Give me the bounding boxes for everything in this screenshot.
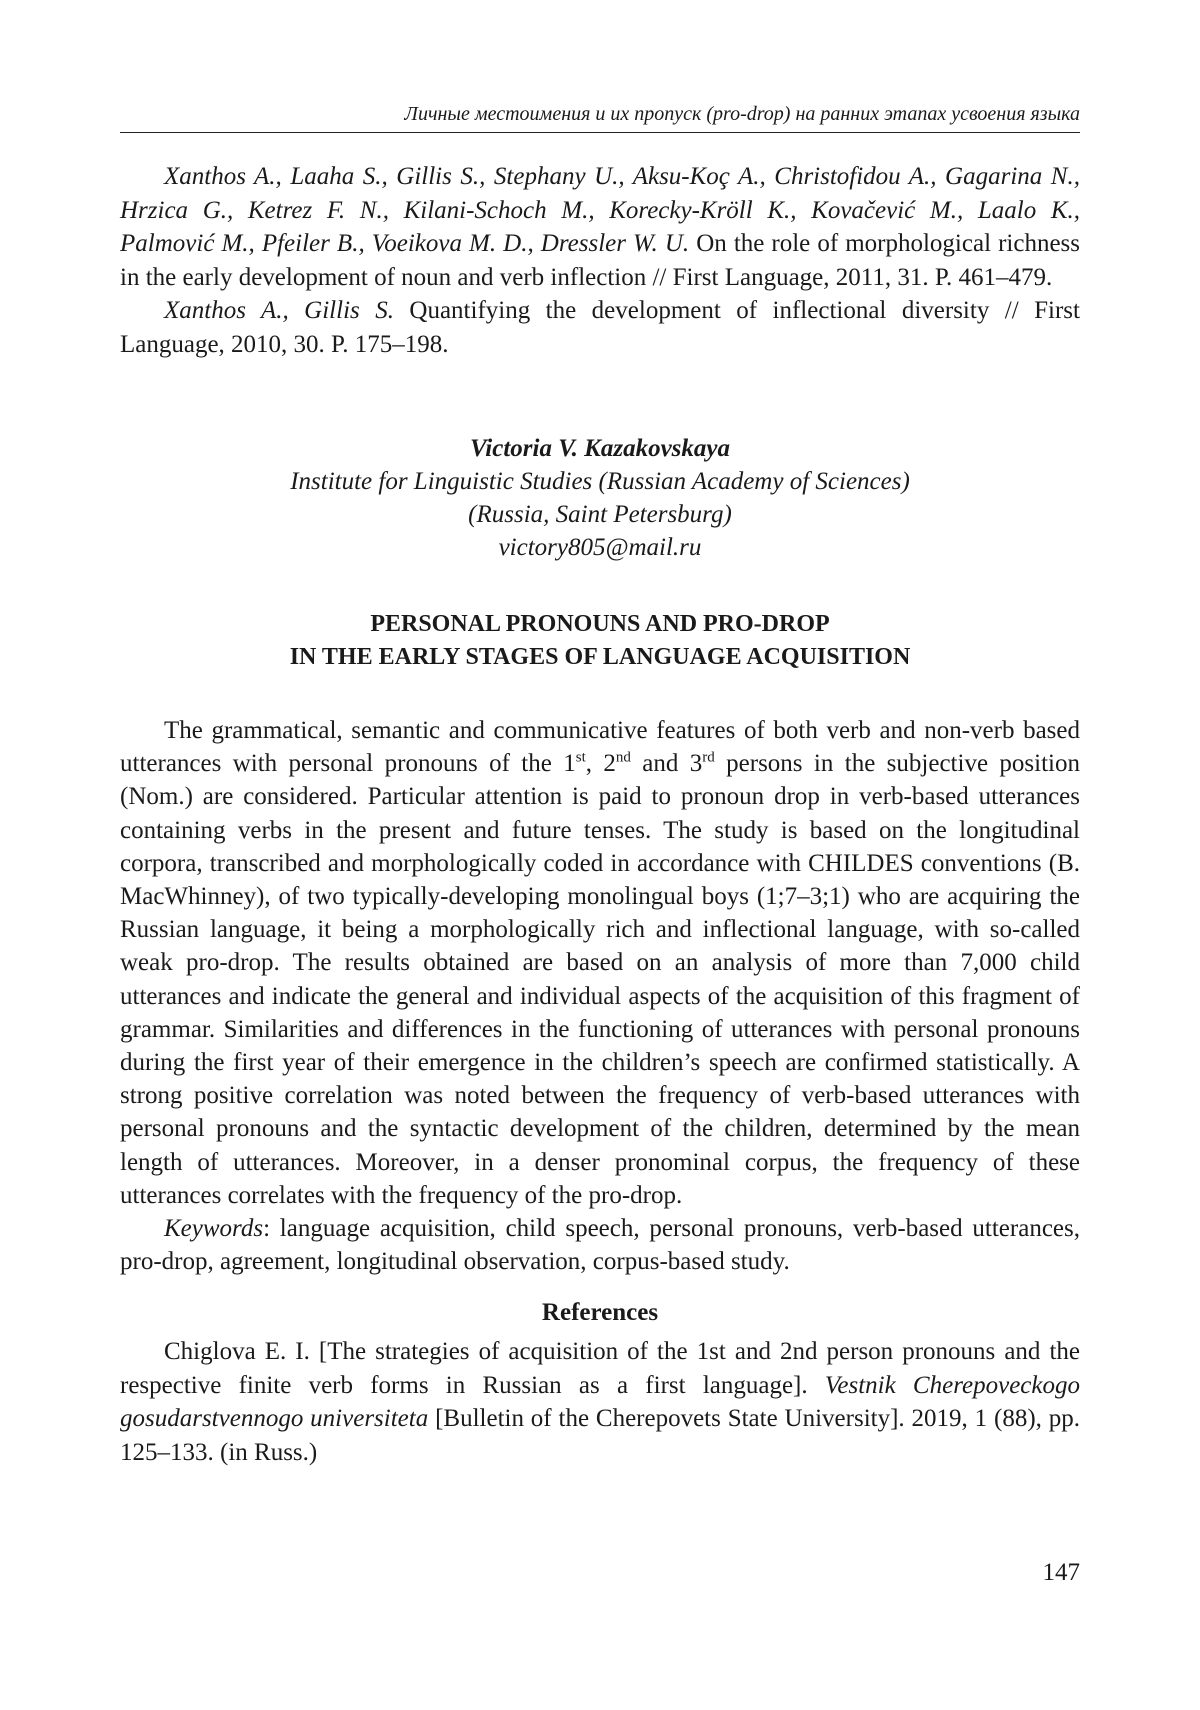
previous-references bbox=[120, 160, 1080, 361]
abstract-text-part: persons in the subjective position (Nom.) are considered. Particular attention is paid to pronoun drop in verb-based utterances containing verbs in the present and future tenses. The study is based on the longitudinal corpora, transcribed and morphologically coded in accordance with CHILDES conventions (B. MacWhinney), of two typically-developing monolingual boys (1;7–3;1) who are acquiring the Russian language, it being a morphologically rich and inflectional language, with so-called weak pro-drop. The results obtained are based on an analysis of more than 7,000 child utterances and indicate the general and individual aspects of the acquisition of this fragment of grammar. Similarities and differences in the functioning of utterances with personal pronouns during the first year of their emergence in the children’s speech are confirmed statistically. A strong positive correlation was noted between the frequency of verb-based utterances with personal pronouns and the syntactic development of the children, determined by the mean length of utterances. Moreover, in a denser pronominal corpus, the frequency of these utterances correlates with the frequency of the pro-drop. bbox=[120, 750, 1080, 1209]
page-number: 147 bbox=[1042, 1559, 1080, 1586]
reference-details: Quantifying the development of inflectional diversity // First Language, 2010, 30. P. 175–198. bbox=[120, 297, 1080, 358]
author-email: victory805@mail.ru bbox=[498, 534, 702, 561]
header-rule bbox=[120, 132, 1080, 133]
title-line-2: IN THE EARLY STAGES OF LANGUAGE ACQUISITION bbox=[289, 644, 911, 670]
reference-item bbox=[120, 1335, 1080, 1469]
reference-details: On the role of morphological richness in the early development of noun and verb inflection // First Language, 2011, 31. P. 461–479. bbox=[120, 230, 1080, 291]
author-name: Victoria V. Kazakovskaya bbox=[470, 435, 730, 462]
title-line-1: PERSONAL PRONOUNS AND PRO-DROP bbox=[370, 611, 830, 637]
reference-journal: Vestnik Cherepoveckogo gosudarstvennogo universiteta bbox=[120, 1371, 1080, 1433]
superscript: rd bbox=[702, 749, 715, 766]
abstract-text-part: , 2 bbox=[585, 750, 616, 778]
superscript: st bbox=[575, 749, 586, 766]
abstract-text-part: and 3 bbox=[630, 750, 703, 778]
abstract-text-part: The grammatical, semantic and communicative features of both verb and non-verb based utterances with personal pronouns of the 1 bbox=[120, 717, 1080, 778]
page-body bbox=[120, 160, 1080, 1469]
keywords-text: : language acquisition, child speech, personal pronouns, verb-based utterances, pro-drop, agreement, longitudinal observation, corpus-based study. bbox=[120, 1215, 1080, 1276]
author-location: (Russia, Saint Petersburg) bbox=[468, 501, 732, 528]
references-heading: References bbox=[541, 1299, 659, 1327]
reference-details: [Bulletin of the Cherepovets State University]. 2019, 1 (88), pp. 125–133. (in Russ.) bbox=[120, 1405, 1080, 1466]
reference-item bbox=[120, 160, 1080, 294]
running-head: Личные местоимения и их пропуск (pro-drop) на ранних этапах усвоения языка bbox=[404, 103, 1080, 125]
keywords-label: Keywords bbox=[164, 1215, 264, 1243]
abstract-text bbox=[120, 714, 1080, 1212]
reference-details: Chiglova E. I. [The strategies of acquisition of the 1st and 2nd person pronouns and the respective finite verb forms in Russian as a first language]. bbox=[120, 1338, 1080, 1399]
reference-item bbox=[120, 294, 1080, 361]
reference-authors: Xanthos A., Laaha S., Gillis S., Stephany U., Aksu-Koç A., Christofidou A., Gagarina N., Hrzica G., Ketrez F. N., Kilani-Schoch M., Korecky-Kröll K., Kovačević M., Laalo K., Palmović M., Pfeiler B., Voeikova M. D., Dressler W. U. bbox=[120, 163, 1080, 257]
abstract bbox=[120, 714, 1080, 1278]
article-title bbox=[120, 608, 1080, 674]
author-affiliation: Institute for Linguistic Studies (Russian Academy of Sciences) bbox=[290, 468, 910, 495]
keywords bbox=[120, 1212, 1080, 1278]
author-block bbox=[120, 432, 1080, 564]
reference-authors: Xanthos A., Gillis S. bbox=[164, 297, 394, 324]
references-list bbox=[120, 1335, 1080, 1469]
superscript: nd bbox=[615, 749, 631, 766]
